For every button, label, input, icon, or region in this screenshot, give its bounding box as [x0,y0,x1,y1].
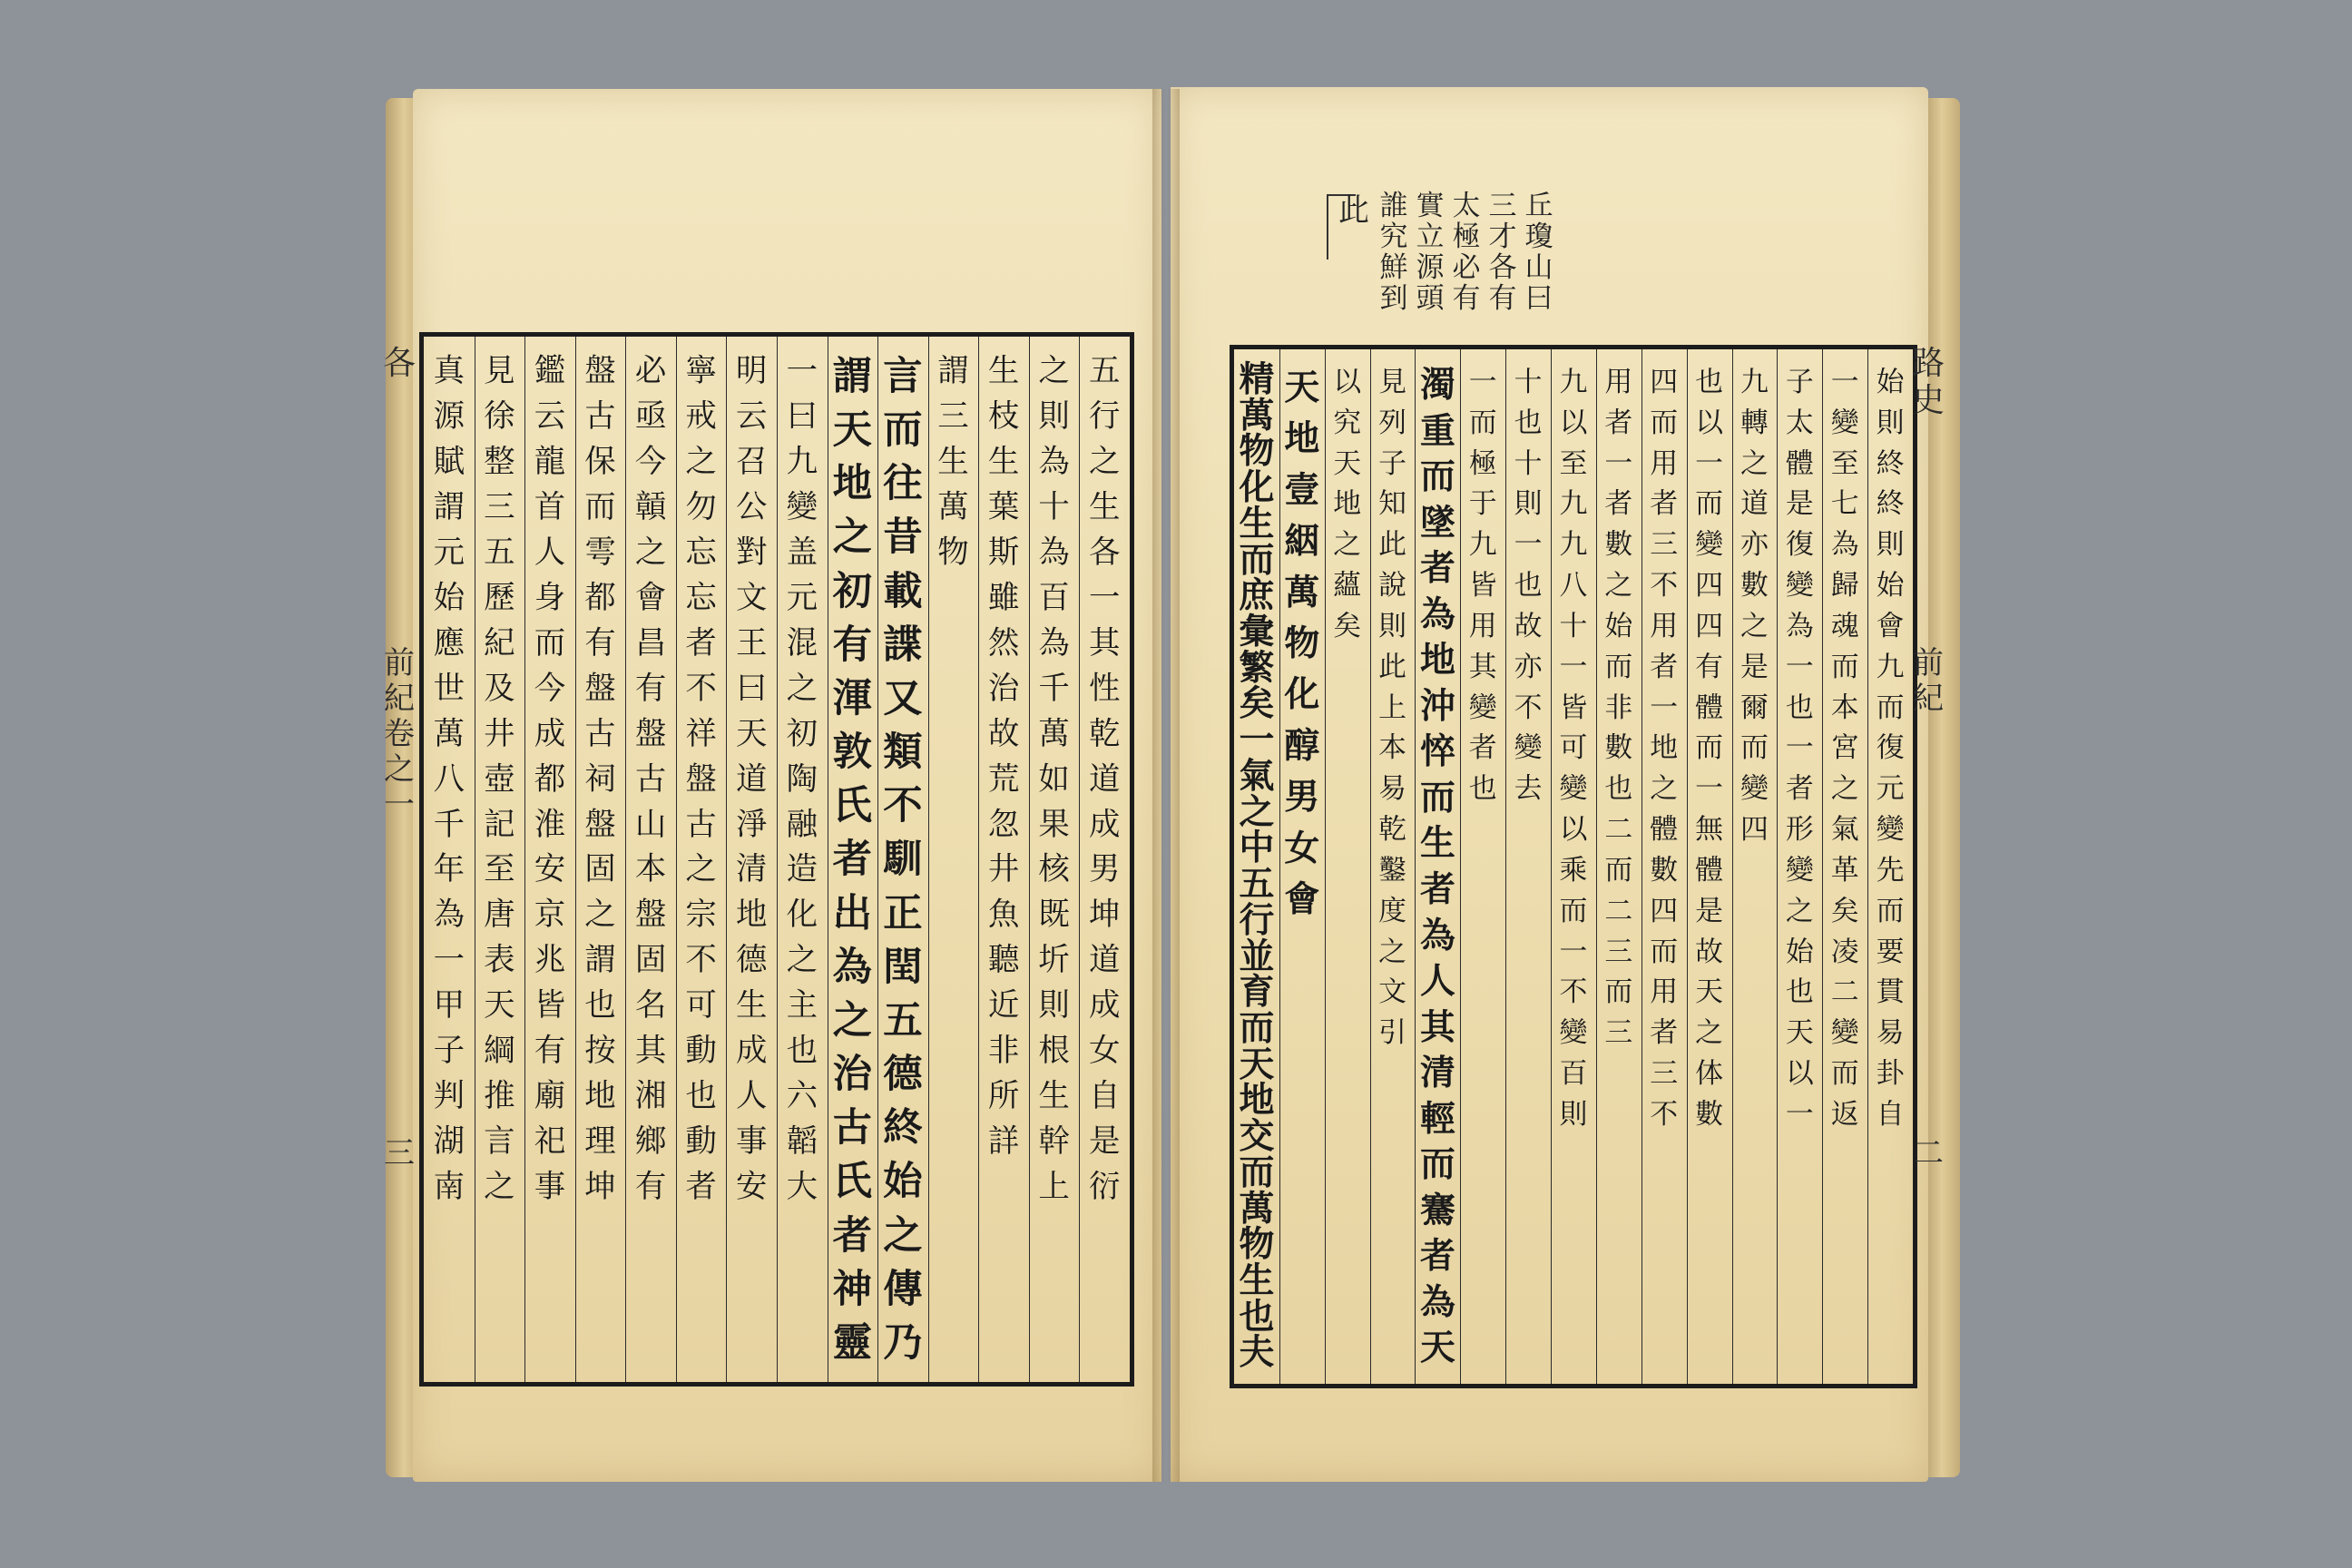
head-note-mark: 此 [1338,192,1369,229]
column-rule [1505,349,1506,1384]
head-note-line: 太 極 必 有 [1452,190,1481,316]
left-page-text-column: 見 徐 整 三 五 歷 紀 及 井 壺 記 至 唐 表 天 綱 推 言 之 [484,353,515,1206]
right-page-text-column: 也 以 一 而 變 四 四 有 體 而 一 無 體 是 故 天 之 体 數 [1695,366,1724,1131]
column-rule [1279,349,1280,1384]
block-margin-chapter-title: 前 紀 卷 之 一 [384,645,415,824]
left-page-text-column: 生 枝 生 葉 斯 雖 然 治 故 荒 忽 井 魚 聽 近 非 所 詳 [987,353,1020,1161]
left-page-text-column: 謂 天 地 之 初 有 渾 敦 氏 者 出 為 之 治 古 氏 者 神 靈 [832,353,872,1366]
right-page-text-column: 四 而 用 者 三 不 用 者 一 地 之 體 數 四 而 用 者 三 不 [1650,366,1679,1131]
column-rule [928,337,929,1382]
left-page-block-margin [379,338,419,1372]
block-margin-book-title: 路 史 [1911,345,1945,420]
block-margin-page-number: 三 [384,1135,415,1171]
right-page-text-frame [1230,345,1917,1388]
column-rule [978,337,979,1382]
left-page-text-column: 鑑 云 龍 首 人 身 而 今 成 都 淮 安 京 兆 皆 有 廟 祀 事 [534,353,566,1206]
column-rule [1460,349,1461,1384]
right-page-text-column: 一 而 極 于 九 皆 用 其 變 者 也 [1468,366,1497,806]
column-rule [1079,337,1080,1382]
right-page-text-column: 九 轉 之 道 亦 數 之 是 爾 而 變 四 [1740,366,1769,847]
column-rule [777,337,778,1382]
head-note-line: 實 立 源 頭 [1416,190,1445,316]
right-page-text-column: 始 則 終 終 則 始 會 九 而 復 元 變 先 而 要 貫 易 卦 自 [1876,366,1905,1131]
column-rule [1777,349,1778,1384]
column-rule [1029,337,1030,1382]
right-page-text-column: 天 地 壹 絪 萬 物 化 醇 男 女 會 [1284,367,1320,921]
right-page-block-margin [1908,338,1948,1372]
column-rule [1732,349,1733,1384]
right-page-text-column: 十 也 十 則 一 也 故 亦 不 變 去 [1514,366,1543,806]
column-rule [1551,349,1552,1384]
head-note-line: 誰 究 鮮 到 [1379,190,1408,316]
column-rule [1822,349,1823,1384]
left-page-text-column: 一 曰 九 變 盖 元 混 之 初 陶 融 造 化 之 主 也 六 韜 大 [786,353,818,1206]
column-rule [524,337,525,1382]
head-note-line: 三 才 各 有 [1488,190,1517,316]
right-page-text-column: 濁 重 而 墜 者 為 地 沖 悴 而 生 者 為 人 其 清 輕 而 騫 者 為 天 [1419,364,1455,1369]
column-rule [1415,349,1416,1384]
left-page-text-column: 言 而 往 昔 載 諜 又 類 不 馴 正 閏 五 德 終 始 之 傳 乃 [883,353,923,1366]
right-page-text-column: 用 者 一 者 數 之 始 而 非 數 也 二 而 二 三 而 三 [1604,366,1633,1050]
column-rule [726,337,727,1382]
block-margin-book-title: 各 [382,345,416,382]
left-page-text-column: 寧 戒 之 勿 忘 忘 者 不 祥 盤 古 之 宗 不 可 動 也 動 者 [685,353,717,1206]
block-margin-chapter-title: 前 紀 [1913,645,1944,718]
column-rule [1596,349,1597,1384]
column-rule [1325,349,1326,1384]
block-margin-page-number: 二 [1913,1135,1944,1171]
column-rule [676,337,677,1382]
column-rule [625,337,626,1382]
left-page-text-column: 之 則 為 十 為 百 為 千 萬 如 果 核 既 圻 則 根 生 幹 上 [1038,353,1070,1206]
left-page-text-column: 五 行 之 生 各 一 其 性 乾 道 成 男 坤 道 成 女 自 是 衍 [1088,353,1121,1206]
left-page-text-column: 盤 古 保 而 雩 都 有 盤 古 祠 盤 固 之 謂 也 按 地 理 坤 [584,353,616,1206]
column-rule [877,337,878,1382]
right-page-text-column: 以 究 天 地 之 蘊 矣 [1333,366,1362,642]
head-note-line: 丘 瓊 山 曰 [1524,190,1553,316]
right-page-text-column: 見 列 子 知 此 說 則 此 上 本 易 乾 鑿 度 之 文 引 [1378,366,1406,1050]
left-page-text-column: 真 源 賦 謂 元 始 應 世 萬 八 千 年 為 一 甲 子 判 湖 南 [433,353,465,1206]
column-rule [1867,349,1868,1384]
book-gutter [1152,89,1180,1482]
right-page-text-column: 一 變 至 七 為 歸 魂 而 本 宮 之 氣 革 矣 凌 二 變 而 返 [1830,366,1859,1131]
left-page-text-column: 明 云 召 公 對 文 王 曰 天 道 淨 清 地 德 生 成 人 事 安 [735,353,768,1206]
column-rule [1687,349,1688,1384]
right-page-text-column: 精 萬 物 化 生 而 庶 彙 繁 矣 一 氣 之 中 五 行 並 育 而 天 地 交 而 萬 物 生 也 夫 [1239,358,1275,1374]
left-page-text-column: 謂 三 生 萬 物 [937,353,969,571]
right-page-text-column: 九 以 至 九 九 八 十 一 皆 可 變 以 乘 而 一 不 變 百 則 [1559,366,1588,1131]
head-note [1323,191,1568,340]
right-page-text-column: 子 太 體 是 復 變 為 一 也 一 者 形 變 之 始 也 天 以 一 [1785,366,1814,1131]
left-page-text-frame [419,332,1134,1387]
column-rule [1370,349,1371,1384]
left-page-text-column: 必 亟 今 贑 之 會 昌 有 盤 古 山 本 盤 固 名 其 湘 鄉 有 [634,353,667,1206]
column-rule [575,337,576,1382]
